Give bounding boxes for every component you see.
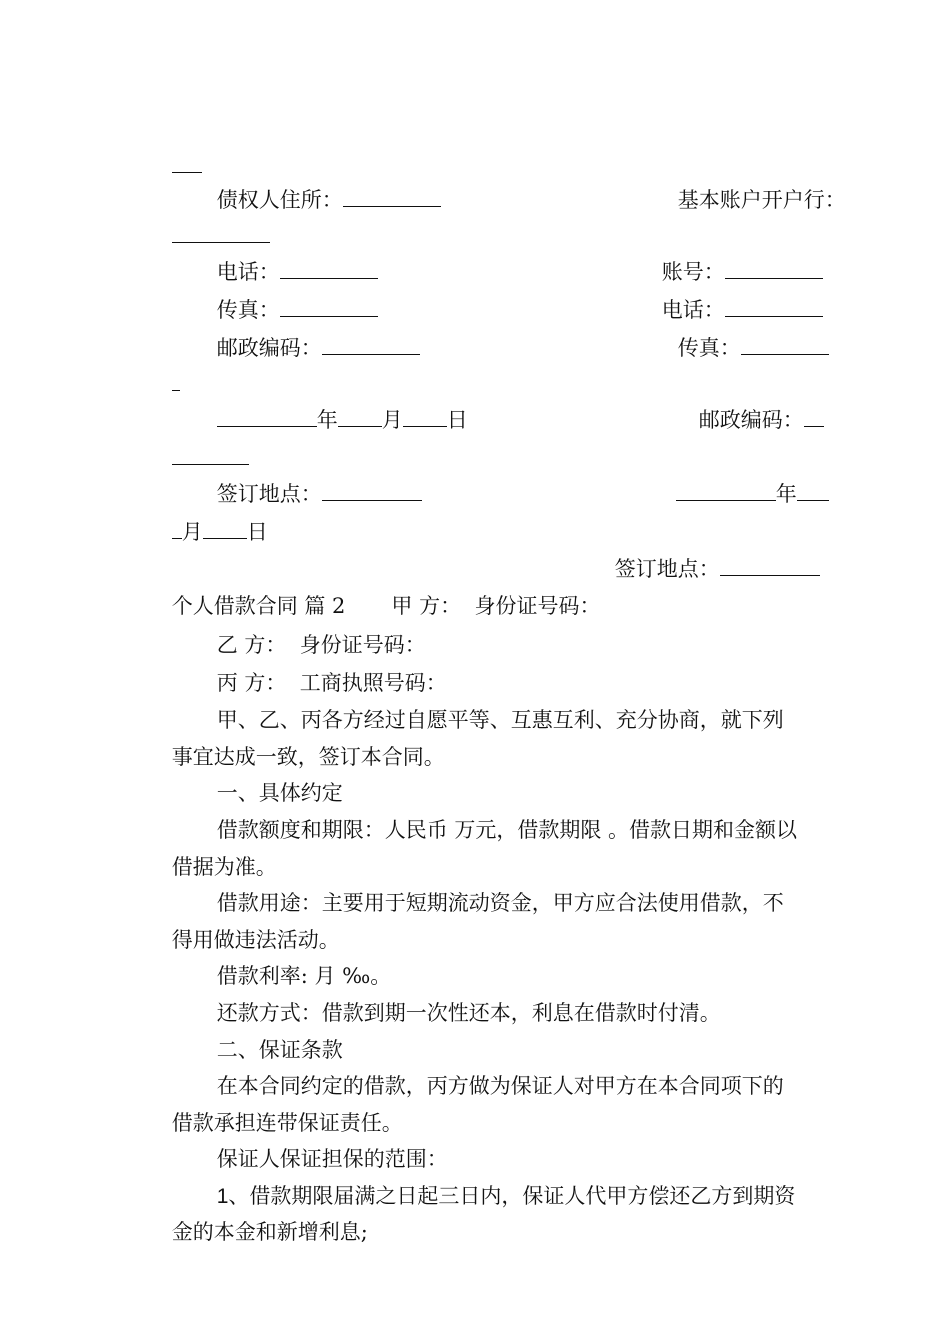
creditor-address-label: 债权人住所： [216,188,343,212]
date-right-year: 年 [775,482,797,506]
contract2-title: 个人借款合同 篇 2 [171,594,346,618]
scope-item1-line-2 [145,1190,368,1274]
date-right-line [649,452,829,536]
amount-text-2: 借据为准。 [171,855,277,879]
preamble-text-2: 事宜达成一致，签订本合同。 [171,745,445,769]
scope-item1-number: 1 [216,1185,229,1208]
party-c: 丙 方： 工商执照号码： [216,671,447,695]
fax-wrap-line [145,342,180,426]
account-label: 账号： [661,260,725,284]
section1-title-text: 一、具体约定 [216,781,343,805]
scope-title: 保证人保证担保的范围： [216,1147,448,1171]
postcode-left-label: 邮政编码： [216,336,322,360]
phone-right-label: 电话： [661,298,725,322]
fax-wrap-blank [172,370,180,391]
repayment-text: 还款方式：借款到期一次性还本，利息在借款时付清。 [216,1001,721,1025]
amount-text-1: 借款额度和期限：人民币 万元，借款期限 。借款日期和金额以 [216,818,798,842]
bank-label: 基本账户开户行： [677,188,846,212]
preamble-text-1: 甲、乙、丙各方经过自愿平等、互惠互利、充分协商，就下列 [216,708,784,732]
date-left-day: 日 [446,408,468,432]
party-a: 甲 方： 身份证号码： [391,594,601,618]
date-left-year: 年 [316,408,338,432]
fax-left-label: 传真： [216,298,280,322]
date-right-year-blank [676,480,776,501]
date-left-month: 月 [381,408,403,432]
sign-place-right-blank [720,555,820,576]
party-b: 乙 方： 身份证号码： [216,633,426,657]
scope-item1-text-2: 金的本金和新增利息; [171,1220,368,1244]
sign-place-left-blank [322,480,422,501]
date-right-month-blank-b [172,518,182,539]
date-right-month-blank-a [797,480,829,501]
purpose-text-1: 借款用途：主要用于短期流动资金，甲方应合法使用借款，不 [216,891,784,915]
guarantee-text-1: 在本合同约定的借款，丙方做为保证人对甲方在本合同项下的 [216,1074,784,1098]
date-right-month: 月 [181,520,203,544]
postcode-right-label: 邮政编码： [698,408,804,432]
rate-text: 借款利率: 月 ‰。 [216,964,392,988]
date-right-day-blank [203,518,247,539]
phone-left-label: 电话： [216,260,280,284]
fax-right-blank [741,334,829,355]
scope-item1-text-1: 、借款期限届满之日起三日内，保证人代甲方偿还乙方到期资 [228,1184,796,1208]
section2-title-text: 二、保证条款 [216,1038,343,1062]
sign-place-right-label: 签订地点： [614,557,720,581]
date-left-month-blank [338,406,382,427]
sign-place-left-label: 签订地点： [216,482,322,506]
sign-place-right-line [588,527,820,611]
date-right-wrap-line [145,490,268,574]
postcode-right-blank [804,406,824,427]
guarantee-text-2: 借款承担连带保证责任。 [171,1111,403,1135]
creditor-address-blank [343,186,441,207]
postcode-right-line [672,378,824,462]
fax-right-label: 传真： [677,336,741,360]
date-left-day-blank [403,406,447,427]
amount-line-1 [190,788,797,872]
postcode-left-blank [322,334,420,355]
purpose-text-2: 得用做违法活动。 [171,928,340,952]
date-right-day: 日 [246,520,268,544]
